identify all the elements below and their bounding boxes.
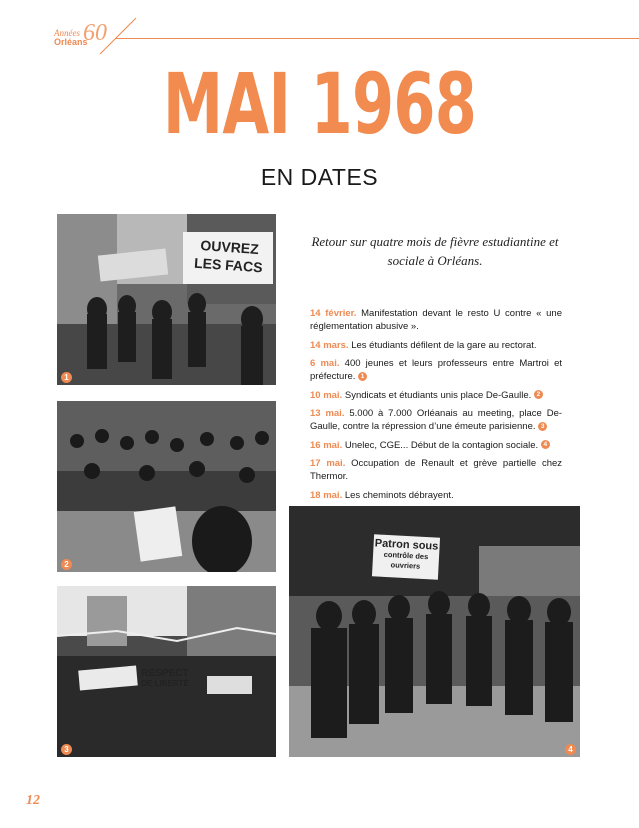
photo-ref-badge: 1: [358, 372, 367, 381]
timeline-entry: 18 mai. Les cheminots débrayent.: [310, 489, 454, 501]
header-rule: [116, 38, 639, 39]
photo-ref-badge: 3: [538, 422, 547, 431]
photo-3-badge: 3: [61, 744, 72, 755]
photo-1-sign-text: OUVREZ LES FACS: [193, 237, 264, 276]
photo-4-sign-text: Patron sous contrôle des ouvriers: [374, 537, 439, 571]
timeline-entry: 6 mai. 400 jeunes et leurs professeurs entre Martroi et préfecture. 1: [310, 358, 563, 382]
logo-small-text: Années: [54, 28, 80, 38]
photo-ref-badge: 4: [541, 440, 550, 449]
page-subtitle: EN DATES: [260, 164, 379, 190]
photo-student-march: [57, 214, 276, 385]
photo-ref-badge: 2: [534, 390, 543, 399]
header-diagonal-line: [98, 16, 138, 56]
timeline-entry: 10 mai. Syndicats et étudiants unis place De-Gaulle. 2: [310, 389, 562, 402]
logo-city-text: Orléans: [54, 37, 88, 47]
logo-number: 60: [83, 20, 107, 46]
timeline-entry: 17 mai. Occupation de Renault et grève partielle chez Thermor.: [310, 458, 563, 482]
photo-crowd-de-gaulle: [57, 401, 276, 572]
timeline-entry: 14 mars. Les étudiants défilent de la gare au rectorat.: [310, 339, 537, 351]
photo-meeting-banners: [57, 586, 276, 757]
page-title: MAI 1968: [162, 55, 477, 153]
intro-text: Retour sur quatre mois de fièvre estudiantine et sociale à Orléans.: [311, 234, 559, 268]
photo-4-badge: 4: [565, 744, 576, 755]
photo-3-banner-text: RESPECT DE LIBERTÉ: [141, 668, 189, 688]
timeline-entry: 16 mai. Unelec, CGE... Début de la contagion sociale. 4: [310, 439, 562, 452]
photo-2-badge: 2: [61, 559, 72, 570]
timeline-entry: 14 février. Manifestation devant le resto U contre « une réglementation abusive ».: [310, 308, 562, 332]
timeline-entry: 13 mai. 5.000 à 7.000 Orléanais au meeting, place De-Gaulle, contre la répression d’une émeute parisienne. 3: [310, 408, 563, 432]
timeline: [310, 307, 562, 507]
page-number: 12: [26, 793, 40, 808]
photo-workers-strike: [289, 506, 580, 757]
photo-1-badge: 1: [61, 372, 72, 383]
